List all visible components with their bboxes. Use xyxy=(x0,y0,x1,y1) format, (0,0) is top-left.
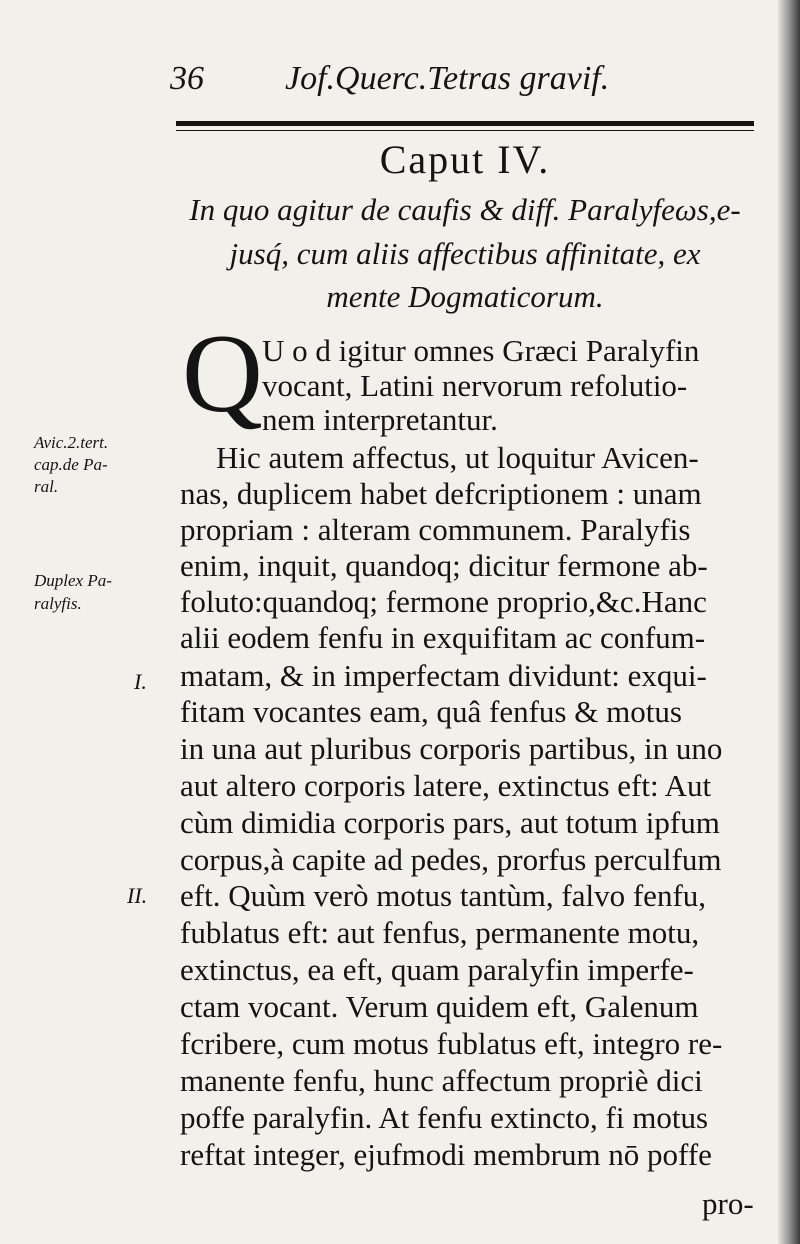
text-line: cùm dimidia corporis pars, aut totum ipfum xyxy=(180,805,720,840)
text-line: aut altero corporis latere, extinctus eft: Aut xyxy=(180,768,712,803)
header-rule-thin xyxy=(176,130,754,131)
text-line: Hic autem affectus, ut loquitur Avicen- xyxy=(216,440,699,475)
margin-number: I. xyxy=(134,669,147,694)
header-rule-thick xyxy=(176,121,754,126)
text-line: in una aut pluribus corporis partibus, in uno xyxy=(180,731,723,766)
text-line: foluto:quandoq; fermone proprio,&c.Hanc xyxy=(180,584,707,619)
text-line: manente fenfu, hunc affectum propriè dici xyxy=(180,1063,703,1098)
page-edge-shadow xyxy=(778,0,800,1244)
margin-note-line: ral. xyxy=(34,477,59,496)
text-line: alii eodem fenfu in exquifitam ac confum- xyxy=(180,620,706,655)
text-line: fcribere, cum motus fublatus eft, integro re- xyxy=(180,1026,723,1061)
text-line: eft. Quùm verò motus tantùm, falvo fenfu, xyxy=(180,878,707,913)
text-line: nem interpretantur. xyxy=(262,402,498,437)
margin-number: II. xyxy=(127,883,148,908)
text-line: fitam vocantes eam, quâ fenfus & motus xyxy=(180,694,682,729)
text-line: vocant, Latini nervorum refolutio- xyxy=(262,368,688,403)
text-line: corpus,à capite ad pedes, prorfus perculfum xyxy=(180,842,722,877)
text-line: enim, inquit, quandoq; dicitur fermone ab- xyxy=(180,548,708,583)
running-header xyxy=(170,52,650,102)
subtitle-line: mente Dogmaticorum. xyxy=(326,279,604,314)
text-line: ctam vocant. Verum quidem eft, Galenum xyxy=(180,989,699,1024)
drop-cap: Q xyxy=(182,312,263,436)
subtitle-line: jusq́, cum aliis affectibus affinitate, ex xyxy=(229,236,701,271)
subtitle-line: In quo agitur de caufis & diff. Paralyfeωs,e- xyxy=(189,192,741,227)
text-line: extinctus, ea eft, quam paralyfin imperfe- xyxy=(180,952,694,987)
text-line: matam, & in imperfectam dividunt: exqui- xyxy=(180,658,707,693)
chapter-title: Caput IV. xyxy=(379,137,551,182)
page-number: 36 xyxy=(170,60,204,97)
text-line: fublatus eft: aut fenfus, permanente motu, xyxy=(180,915,700,950)
margin-note-line: Avic.2.tert. xyxy=(34,433,109,452)
margin-note-line: Duplex Pa- xyxy=(34,571,112,590)
text-line: propriam : alteram communem. Paralyfis xyxy=(180,512,691,547)
text-line: reftat integer, ejufmodi membrum nō poffe xyxy=(180,1137,712,1172)
text-line: nas, duplicem habet defcriptionem : unam xyxy=(180,476,702,511)
text-line: U o d igitur omnes Græci Paralyfin xyxy=(262,333,700,368)
running-head: Jof.Querc.Tetras gravif. xyxy=(285,60,610,97)
catchword: pro- xyxy=(702,1186,754,1221)
margin-note-line: ralyfis. xyxy=(34,594,82,613)
margin-note-line: cap.de Pa- xyxy=(34,455,108,474)
text-line: poffe paralyfin. At fenfu extincto, fi motus xyxy=(180,1100,709,1135)
